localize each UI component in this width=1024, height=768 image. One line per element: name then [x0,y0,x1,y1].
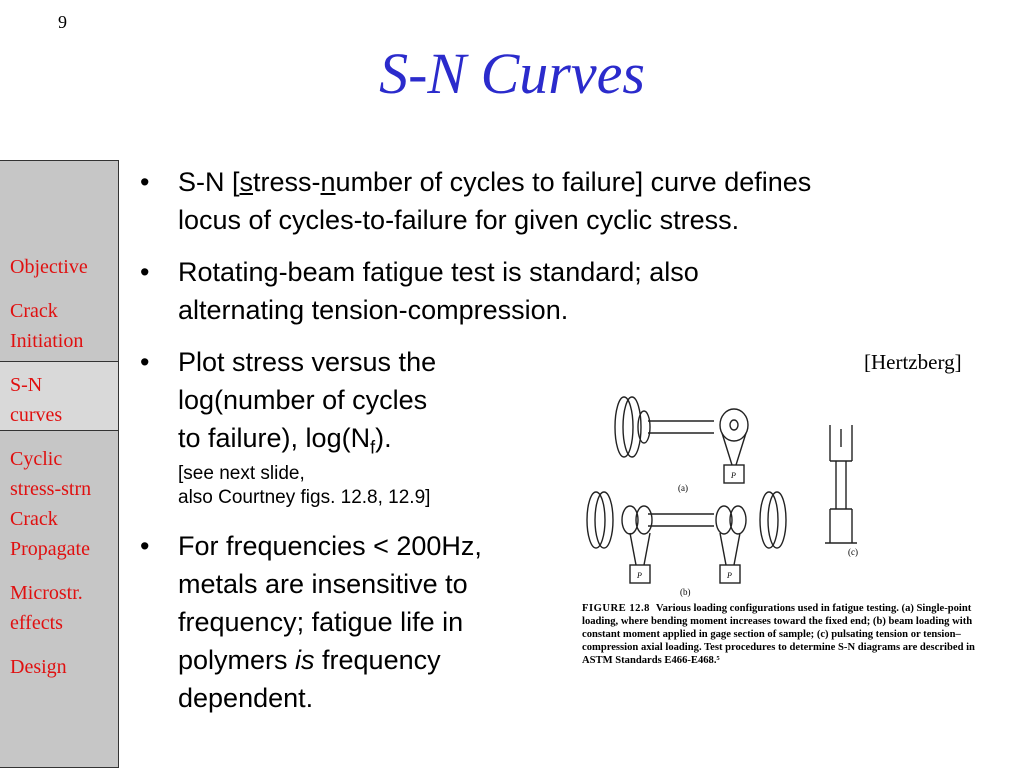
text-run: tress- [253,167,321,197]
text-run: polymers [178,645,296,675]
caption-text: Various loading configurations used in fatigue testing. (a) Single-point loading, where bending moment increases toward the fixed end; (b) beam loading with constant moment applied in gage section of sample; (c) pulsating tension or tension–compression axial loading. Test procedures to determine S-N diagrams are described in ASTM Standards E466-E468.⁵ [582,603,975,666]
config-a-drawing [615,397,748,483]
sidebar-item-propagate[interactable]: Propagate [10,538,90,560]
bullet-marker: • [140,167,150,197]
load-label: P [637,571,642,580]
slide-number: 9 [58,12,67,32]
bullet-text-line: Rotating-beam fatigue test is standard; also [178,257,699,287]
load-label: P [731,471,736,480]
text-run: frequency [314,645,441,675]
bullet-text-line: log(number of cycles [178,385,428,415]
bullet-text [178,164,811,200]
bullet-text-line: alternating tension-compression. [178,295,569,325]
bullet-note: [see next slide, [178,463,305,484]
sidebar-item-crack-2[interactable]: Crack [10,508,58,530]
text-run-italic: is [295,645,315,675]
bullet-text-line: locus of cycles-to-failure for given cyclic stress. [178,205,740,235]
sidebar-item-microstr[interactable]: Microstr. [10,582,83,604]
text-run: ). [375,423,392,453]
text-run: to failure), log(N [178,423,371,453]
text-run: S-N [ [178,167,240,197]
caption-head: FIGURE 12.8 [582,603,650,614]
sidebar-item-design[interactable]: Design [10,656,67,678]
slide-title: S-N Curves [379,41,645,106]
bullet-text-line: dependent. [178,683,314,713]
bullet-note: also Courtney figs. 12.8, 12.9] [178,487,431,508]
sidebar-item-crack[interactable]: Crack [10,300,58,322]
sidebar-nav [0,160,119,768]
sidebar-item-effects[interactable]: effects [10,612,63,634]
sidebar-item-sn[interactable]: S-N [10,374,43,396]
sidebar-item-initiation[interactable]: Initiation [10,330,84,352]
figure-label-a: (a) [678,483,688,493]
sidebar-item-objective[interactable]: Objective [10,256,88,278]
bullet-marker: • [140,531,150,561]
subscript: f [370,437,376,458]
bullet-marker: • [140,347,150,377]
bullet-marker: • [140,257,150,287]
text-run: umber of cycles to failure] curve defines [335,167,812,197]
sidebar-item-cyclic[interactable]: Cyclic [10,448,63,470]
figure-label-b: (b) [680,587,691,597]
text-run-underlined: s [239,167,254,197]
text-run-underlined: n [320,167,336,197]
figure-label-c: (c) [848,547,858,557]
bullet-text-line [178,420,392,465]
config-c-drawing [825,425,857,543]
bullet-text-line [178,642,441,678]
figure-credit: [Hertzberg] [864,350,962,374]
sidebar-item-curves[interactable]: curves [10,404,63,426]
bullet-text-line: metals are insensitive to [178,569,468,599]
config-b-drawing [587,492,786,583]
bullet-text-line: For frequencies < 200Hz, [178,531,482,561]
load-label: P [727,571,732,580]
figure-caption [582,602,1002,667]
sidebar-item-stress-strn[interactable]: stress-strn [10,478,92,500]
bullet-text-line: frequency; fatigue life in [178,607,464,637]
bullet-text-line: Plot stress versus the [178,347,437,377]
